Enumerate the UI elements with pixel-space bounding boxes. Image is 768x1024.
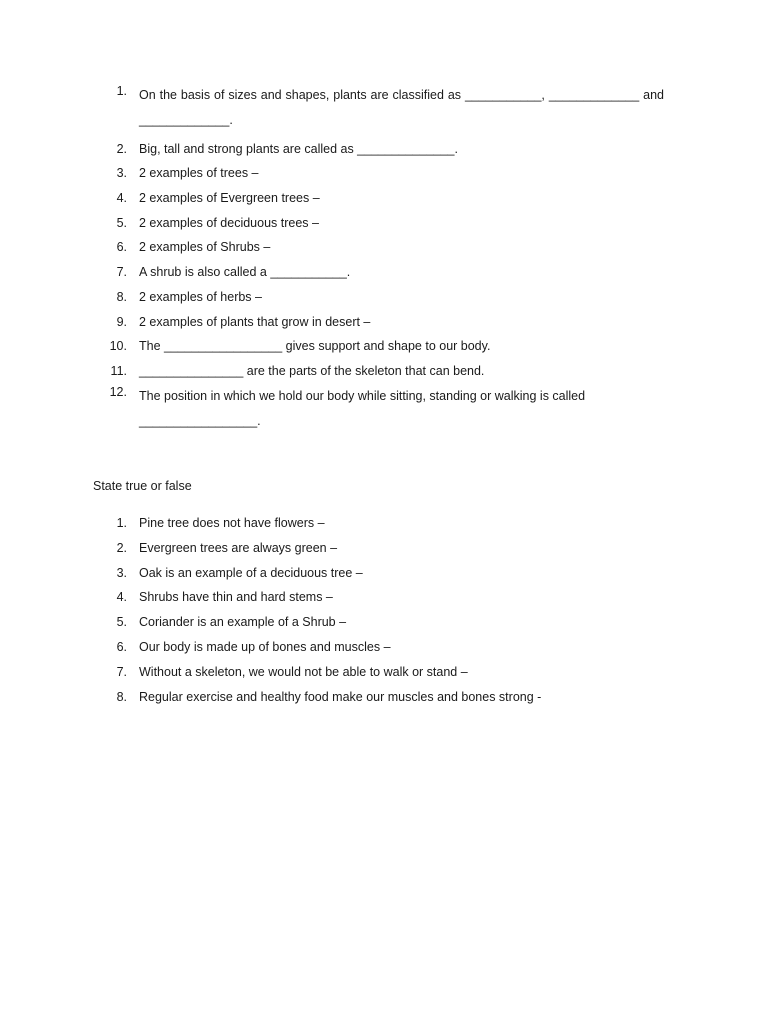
question-text: 2 examples of Evergreen trees – bbox=[139, 191, 320, 206]
question-number: 7. bbox=[116, 265, 127, 280]
question-number: 6. bbox=[116, 240, 127, 255]
question-number: 9. bbox=[116, 314, 127, 329]
question-item bbox=[0, 384, 664, 434]
statement-item bbox=[0, 614, 664, 631]
statement-item bbox=[0, 589, 664, 606]
question-number: 4. bbox=[116, 191, 127, 206]
question-text: The position in which we hold our body while sitting, standing or walking is called _________________. bbox=[139, 388, 586, 428]
question-item bbox=[0, 190, 664, 207]
statement-item bbox=[0, 639, 664, 656]
question-item bbox=[0, 83, 664, 133]
question-text: 2 examples of herbs – bbox=[139, 289, 262, 304]
statement-text: Pine tree does not have flowers – bbox=[139, 516, 325, 530]
statement-item bbox=[0, 540, 664, 557]
question-item bbox=[0, 165, 664, 182]
statement-item bbox=[0, 515, 664, 532]
question-text: The _________________ gives support and shape to our body. bbox=[139, 339, 491, 354]
statement-item bbox=[0, 664, 664, 681]
question-item bbox=[0, 363, 664, 380]
question-number: 10. bbox=[109, 339, 127, 354]
question-text: 2 examples of trees – bbox=[139, 166, 259, 181]
question-number: 3. bbox=[116, 166, 127, 181]
question-text: 2 examples of Shrubs – bbox=[139, 240, 271, 255]
question-item bbox=[0, 239, 664, 256]
question-item bbox=[0, 289, 664, 306]
question-text: 2 examples of plants that grow in desert – bbox=[139, 314, 371, 329]
statement-number: 8. bbox=[116, 689, 127, 704]
question-number: 12. bbox=[109, 384, 127, 399]
statement-number: 4. bbox=[116, 590, 127, 605]
question-item bbox=[0, 264, 664, 281]
question-item bbox=[0, 215, 664, 232]
question-number: 2. bbox=[116, 141, 127, 156]
question-text: A shrub is also called a ___________. bbox=[139, 265, 351, 280]
true-false-heading: State true or false bbox=[93, 479, 192, 493]
question-number: 5. bbox=[116, 215, 127, 230]
question-number: 11. bbox=[110, 363, 127, 378]
statement-text: Oak is an example of a deciduous tree – bbox=[139, 565, 363, 580]
statement-item bbox=[0, 565, 664, 582]
statement-text: Evergreen trees are always green – bbox=[139, 540, 338, 555]
statement-item bbox=[0, 689, 664, 706]
statement-text: Shrubs have thin and hard stems – bbox=[139, 590, 333, 605]
statement-text: Our body is made up of bones and muscles – bbox=[139, 639, 391, 654]
statement-number: 2. bbox=[116, 540, 127, 555]
question-text: Big, tall and strong plants are called as ______________. bbox=[139, 141, 458, 156]
question-item bbox=[0, 141, 664, 158]
statement-text: Without a skeleton, we would not be able to walk or stand – bbox=[139, 664, 468, 679]
fill-in-question-list bbox=[0, 84, 664, 441]
statement-number: 3. bbox=[116, 565, 127, 580]
statement-number: 1. bbox=[116, 516, 127, 530]
statement-number: 6. bbox=[116, 639, 127, 654]
statement-text: Regular exercise and healthy food make our muscles and bones strong - bbox=[139, 689, 542, 704]
statement-number: 7. bbox=[116, 664, 127, 679]
true-false-question-list bbox=[0, 515, 664, 713]
question-item bbox=[0, 338, 664, 355]
question-number: 8. bbox=[116, 289, 127, 304]
question-text: 2 examples of deciduous trees – bbox=[139, 215, 319, 230]
question-text: _______________ are the parts of the skeleton that can bend. bbox=[139, 363, 485, 378]
question-text: On the basis of sizes and shapes, plants are classified as ___________, _____________ and _____________. bbox=[139, 88, 664, 127]
statement-number: 5. bbox=[116, 615, 127, 630]
question-number: 1. bbox=[116, 84, 127, 98]
question-item bbox=[0, 314, 664, 331]
statement-text: Coriander is an example of a Shrub – bbox=[139, 615, 347, 630]
